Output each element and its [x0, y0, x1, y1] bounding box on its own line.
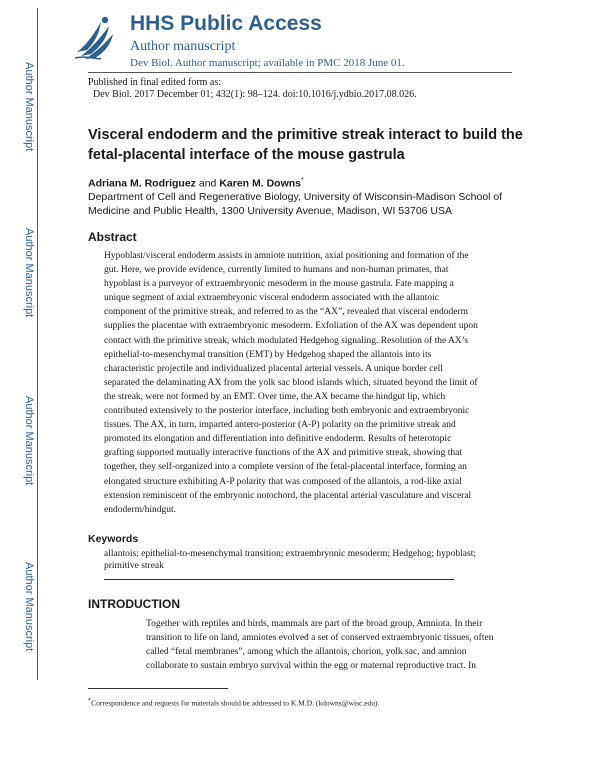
keywords-body: [104, 548, 514, 572]
abstract-line: gut. Here, we provide evidence, currently limited to humans and non-human primates, that: [104, 265, 449, 276]
citation: Dev Biol. 2017 December 01; 432(1): 98–124. doi:10.1016/j.ydbio.2017.08.026.: [93, 89, 417, 100]
abstract-line: Hypoblast/visceral endoderm assists in amniote nutrition, axial positioning and formation of the: [104, 251, 469, 261]
published-label: Published in final edited form as:: [88, 77, 222, 88]
abstract-line: promoted its elongation and differentiation into definitive endoderm. Results of heterotopic: [104, 434, 452, 445]
keywords-line: primitive streak: [104, 561, 164, 571]
header-title: HHS Public Access: [130, 12, 322, 35]
abstract-line: unique segment of axial extraembryonic visceral endoderm associated with the allantoic: [104, 293, 440, 304]
author-name: Adriana M. Rodriguez: [88, 177, 196, 190]
footnote-text: Correspondence and requests for materials should be addressed to K.M.D. (kdowns@wisc.edu).: [91, 698, 380, 708]
introduction-body: [146, 617, 514, 673]
keywords-heading: Keywords: [88, 533, 139, 545]
footnote-mark: *: [88, 697, 92, 704]
header-subtitle: Author manuscript: [130, 39, 236, 54]
affiliation: Department of Cell and Regenerative Biology, University of Wisconsin-Madison School of Medicine and Public Health, 1300 University Avenue, Madison, WI 53706 USA: [88, 191, 503, 217]
footnote-divider: [88, 688, 228, 689]
abstract-line: contributed extensively to the posterior interface, including both embryonic and extraembryonic: [104, 406, 470, 417]
author-conjunction: and: [198, 177, 217, 190]
abstract-line: contact with the primitive streak, which modulated Hedgehog signaling. Resolution of the AX’s: [104, 335, 469, 346]
sidebar-label: Author Manuscript: [23, 228, 35, 318]
abstract-line: hypoblast is a purveyor of extraembryonic mesoderm in the mouse gastrula. Fate mapping a: [104, 279, 454, 290]
abstract-line: endoderm/hindgut.: [104, 504, 177, 515]
author-name: Karen M. Downs: [219, 177, 301, 190]
sidebar-divider: [37, 8, 38, 680]
paper-title: Visceral endoderm and the primitive streak interact to build the fetal-placental interface of the mouse gastrula: [88, 127, 523, 163]
author-list: [88, 174, 304, 191]
introduction-line: called “fetal membranes”, among which the allantois, chorion, yolk sac, and amnion: [146, 647, 467, 658]
footnote: [88, 696, 379, 709]
abstract-line: separated the delaminating AX from the yolk sac blood islands which, situated beyond the limit of: [104, 377, 478, 388]
header-journal-line: Dev Biol. Author manuscript; available in PMC 2018 June 01.: [130, 57, 405, 69]
abstract-line: together, they self-organized into a complete version of the fetal-placental interface, forming an: [104, 462, 467, 473]
abstract-line: grafting supported mutually interactive functions of the AX and primitive streak, showing that: [104, 448, 463, 459]
abstract-line: elongated structure exhibiting A-P polarity that was composed of the allantois, a rod-like axial: [104, 476, 462, 487]
sidebar-label: Author Manuscript: [23, 562, 35, 652]
abstract-line: extension reminiscent of the embryonic notochord, the placental arterial vasculature and visceral: [104, 490, 472, 501]
abstract-line: the streak, were not formed by an EMT. Over time, the AX became the hindgut lip, which: [104, 391, 446, 402]
introduction-heading: INTRODUCTION: [88, 597, 180, 611]
abstract-line: epithelial-to-mesenchymal transition (EMT) by Hedgehog shaped the allantois into its: [104, 349, 432, 360]
keywords-divider: [104, 579, 454, 580]
abstract-line: characteristic projectile and individualized placental arterial vessels. A unique border cell: [104, 363, 443, 374]
keywords-line: allantois; epithelial-to-mesenchymal transition; extraembryonic mesoderm; Hedgehog; hypoblast;: [104, 549, 476, 559]
abstract-heading: Abstract: [88, 230, 137, 244]
introduction-line: collaborate to sustain embryo survival within the egg or maternal reproductive tract. In: [146, 661, 477, 672]
abstract-line: tissues. The AX, in turn, imparted antero-posterior (A-P) polarity on the primitive streak and: [104, 420, 456, 431]
abstract-line: supplies the placentae with extraembryonic mesoderm. Exfoliation of the AX was dependent upon: [104, 321, 478, 332]
abstract-line: component of the primitive streak, and referred to as the “AX”, revealed that visceral endoderm: [104, 307, 469, 318]
correspondence-mark: *: [301, 177, 304, 184]
sidebar-label: Author Manuscript: [23, 62, 35, 152]
sidebar-label: Author Manuscript: [23, 396, 35, 486]
introduction-line: Together with reptiles and birds, mammals are part of the broad group, Amniota. In their: [146, 619, 483, 629]
abstract-body: [104, 249, 514, 517]
header-divider: [88, 72, 512, 73]
introduction-line: transition to life on land, amniotes evolved a set of conserved extraembryonic tissues, often: [146, 633, 494, 644]
hhs-eagle-logo-icon: [71, 12, 117, 62]
